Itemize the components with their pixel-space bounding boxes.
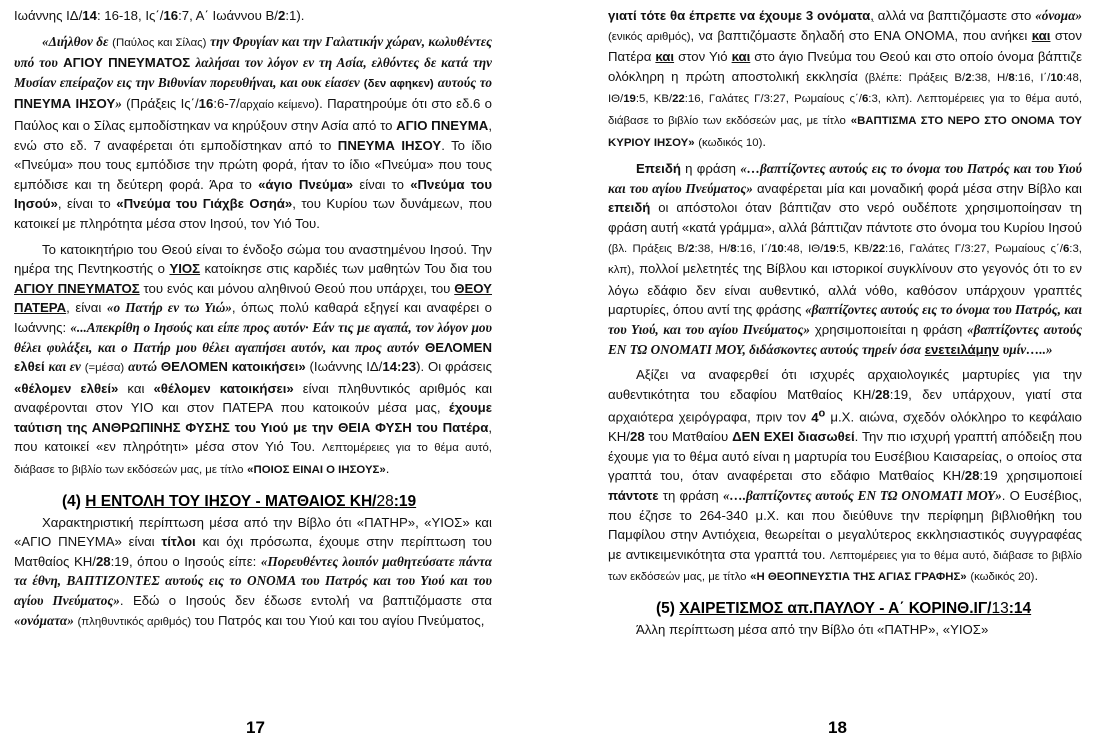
right-paragraph: γιατί τότε θα έπρεπε να έχουμε 3 ονόματα, αλλά να βαπτιζόμαστε στο «όνομα» (ενικός αριθμός), να βαπτιζόμαστε δηλαδή στο ΕΝΑ ΟΝΟΜΑ, που ανήκει και στον Πατέρα και στον Υιό και στο άγιο Πνεύμα του Θεού και στο οποίο όνομα βάπτιζε ολόκληρη η πρώτη αποστολική εκκλησία (βλέπε: Πράξεις Β/2:38, Η/8:16, Ι΄/10:48, ΙΘ/19:5, ΚΒ/22:16, Γαλάτες Γ/3:27, Ρωμαίους ς΄/6:3, κλπ). Λεπτομέρειες για το θέμα αυτό, διάβασε το βιβλίο των εκδόσεών μας, με τίτλο «ΒΑΠΤΙΣΜΑ ΣΤΟ ΝΕΡΟ ΣΤΟ ΟΝΟΜΑ ΤΟΥ ΚΥΡΙΟΥ ΙΗΣΟΥ» (κωδικός 10). xyxy=(608,8,1082,149)
page-number-left: 17 xyxy=(246,718,265,737)
right-paragraph: Άλλη περίπτωση μέσα από την Βίβλο ότι «ΠΑΤΗΡ», «ΥΙΟΣ» xyxy=(636,622,989,638)
right-paragraph: Αξίζει να αναφερθεί ότι ισχυρές αρχαιολογικές μαρτυρίες για την αυθεντικότητα του εδαφίου Ματθαίος ΚΗ/28:19, δεν υπάρχουν, γιατί στα αρχαιότερα χειρόγραφα, πριν τον $4^o$ μ.Χ. αιώνα, σχεδόν ολόκληρο το κεφάλαιο ΚΗ/28 του Ματθαίου ΔΕΝ ΕΧΕΙ διασωθεί. Την πιο ισχυρή γραπτή απόδειξη που έχουμε για το θέμα αυτό είναι η μαρτυρία του Ευσέβιου Καισαρείας, ο οποίος στα γραπτά του, όταν αναφέρεται στο εδάφιο Ματθαίος ΚΗ/28:19 χρησιμοποιεί πάντοτε τη φράση «….βαπτίζοντες αυτούς ΕΝ ΤΩ ΟΝΟΜΑΤΙ ΜΟΥ». Ο Ευσέβιος, που έζησε το 264-340 μ.Χ. και που διεύθυνε την περίφημη βιβλιοθήκη του Παμφίλου στην Αντιόχεια, θεωρείται ο μεγαλύτερος εκκλησιαστικός συγγραφέας με αντικειμενικότητα στα γραπτά του. Λεπτομέρειες για το θέμα αυτό, διάβασε το βιβλίο των εκδόσεών μας, με τίτλο «Η ΘΕΟΠΝΕΥΣΤΙΑ ΤΗΣ ΑΓΙΑΣ ΓΡΑΦΗΣ» (κωδικός 20). xyxy=(608,367,1082,584)
left-paragraph: Ιωάννης ΙΔ/14: 16-18, Ις΄/16:7, Α΄ Ιωάννου Β/2:1). xyxy=(14,8,305,23)
left-section-heading: (4) Η ΕΝΤΟΛΗ ΤΟΥ ΙΗΣΟΥ - ΜΑΤΘΑΙΟΣ ΚΗ/28:19 xyxy=(62,492,417,510)
right-page xyxy=(608,6,1082,706)
right-section-heading: (5) ΧΑΙΡΕΤΙΣΜΟΣ απ.ΠΑΥΛΟΥ - Α΄ ΚΟΡΙΝΘ.ΙΓ/13:14 xyxy=(656,600,1032,618)
left-page xyxy=(14,6,492,706)
left-paragraph: Το κατοικητήριο του Θεού είναι το ένδοξο σώμα του αναστημένου Ιησού. Την ημέρα της Πεντηκοστής ο ΥΙΟΣ κατοίκησε στις καρδιές των μαθητών Του δια του ΑΓΙΟΥ ΠΝΕΥΜΑΤΟΣ του ενός και μόνου αληθινού Θεού που υπάρχει, του ΘΕΟΥ ΠΑΤΕΡΑ, είναι «ο Πατήρ εν τω Υιώ», όπως πολύ καθαρά εξηγεί και αναφέρει ο Ιωάννης: «...Απεκρίθη ο Ιησούς και είπε προς αυτόν· Εάν τις με αγαπά, τον λόγον μου θέλει φυλάξει, και ο Πατήρ μου θέλει αγαπήσει αυτόν, και προς αυτόν ΘΕΛΟΜΕΝ ελθεί και εν (=μέσα) αυτώ ΘΕΛΟΜΕΝ κατοικήσει» (Ιωάννης ΙΔ/14:23). Οι φράσεις «θέλομεν ελθεί» και «θέλομεν κατοικήσει» είναι πληθυντικός αριθμός και αναφέρονται στον ΥΙΟ και στον ΠΑΤΕΡΑ που κατοικούν μέσα μας, έχουμε ταύτιση της ΑΝΘΡΩΠΙΝΗΣ ΦΥΣΗΣ του Υιού με την ΘΕΙΑ ΦΥΣΗ του Πατέρα, που κατοικεί «εν πληρότητι» μέσα στον Υιό Του. Λεπτομέρειες για το θέμα αυτό, διάβασε το βιβλίο των εκδόσεών μας, με τίτλο «ΠΟΙΟΣ ΕΙΝΑΙ Ο ΙΗΣΟΥΣ». xyxy=(14,241,492,477)
right-paragraph: Επειδή η φράση «…βαπτίζοντες αυτούς εις το όνομα του Πατρός και του Υιού και του αγίου Πνεύματος» αναφέρεται μία και μοναδική φορά μέσα στην Βίβλο και επειδή οι απόστολοι όταν βάπτιζαν στο νερό ουδέποτε χρησιμοποίησαν τη φράση αυτή «κατά γράμμα», αλλά βάπτιζαν πάντοτε στο όνομα του Κυρίου Ιησού (βλ. Πράξεις Β/2:38, Η/8:16, Ι΄/10:48, ΙΘ/19:5, ΚΒ/22:16, Γαλάτες Γ/3:27, Ρωμαίους ς΄/6:3, κλπ), πολλοί μελετητές της Βίβλου και ιστορικοί συγκλίνουν στο γεγονός ότι το εν λόγω εδάφιο δεν είναι αυθεντικό, αλλά νόθο, καθόσον υπάρχουν γραπτές μαρτυρίες, όπου αντί της φράσης «βαπτίζοντες αυτούς εις το όνομα του Πατρός, και του Υιού, και του αγίου Πνεύματος» χρησιμοποιείται η φράση «βαπτίζοντες αυτούς ΕΝ ΤΩ ΟΝΟΜΑΤΙ ΜΟΥ, διδάσκοντες αυτούς τηρείν όσα ενετειλάμην υμίν…..» xyxy=(608,161,1082,357)
page-number-right: 18 xyxy=(828,718,847,737)
left-paragraph: «Διήλθον δε (Παύλος και Σίλας) την Φρυγίαν και την Γαλατικήν χώραν, κωλυθέντες υπό του ΑΓΙΟΥ ΠΝΕΥΜΑΤΟΣ λαλήσαι τον λόγον εν τη Ασία, ελθόντες δε κατά την Μυσίαν επείραζον εις την Βιθυνίαν πορευθήναι, και ουκ είασεν (δεν αφηκεν) αυτούς το ΠΝΕΥΜΑ ΙΗΣΟΥ» (Πράξεις Ις΄/16:6-7/αρχαίο κείμενο). Παρατηρούμε ότι στο εδ.6 ο Παύλος και ο Σίλας εμποδίστηκαν να κηρύξουν στην Ασία από το ΑΓΙΟ ΠΝΕΥΜΑ, ενώ στο εδ. 7 αναφέρεται ότι εμποδίστηκαν από το ΠΝΕΥΜΑ ΙΗΣΟΥ. Το ίδιο «Πνεύμα» που τους εμπόδισε την πρώτη φορά, ήταν το ίδιο «Πνεύμα» που τους εμπόδισε και τη δεύτερη φορά. Άρα το «άγιο Πνεύμα» είναι το «Πνεύμα του Ιησού», είναι το «Πνεύμα του Γιάχβε Οσηά», του Κυρίου των δυνάμεων, που κατοικεί με πληρότητα μέσα στον Ιησού, τον Υιό Του. xyxy=(14,33,492,231)
left-paragraph: Χαρακτηριστική περίπτωση μέσα από την Βίβλο ότι «ΠΑΤΗΡ», «ΥΙΟΣ» και «ΑΓΙΟ ΠΝΕΥΜΑ» είναι τίτλοι και όχι πρόσωπα, έχουμε στην περίπτωση του Ματθαίος ΚΗ/28:19, όπου ο Ιησούς είπε: «Πορευθέντες λοιπόν μαθητεύσατε πάντα τα έθνη, ΒΑΠΤΙΖΟΝΤΕΣ αυτούς εις το ΟΝΟΜΑ του Πατρός και του Υιού και του αγίου Πνεύματος». Εδώ ο Ιησούς δεν έδωσε εντολή να βαπτιζόμαστε στα «ονόματα» (πληθυντικός αριθμός) του Πατρός και του Υιού και του αγίου Πνεύματος, xyxy=(14,514,492,628)
